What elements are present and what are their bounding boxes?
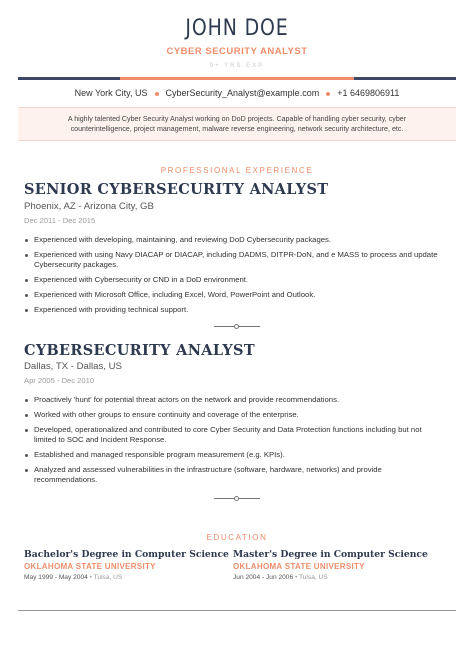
contact-location: New York City, US: [74, 88, 148, 98]
education-entry: [24, 549, 229, 581]
contact-bar: [0, 88, 474, 98]
education-degree: Master's Degree in Computer Science: [233, 549, 428, 560]
section-title-education: EDUCATION: [206, 533, 268, 542]
separator-dot-icon: [326, 92, 330, 96]
job-dates: Dec 2011 - Dec 2015: [24, 216, 96, 225]
list-item: Analyzed and assessed vulnerabilities in the infrastructure (software, hardware, networks) and provide recommendations.: [24, 465, 444, 486]
header-rule-left: [18, 77, 120, 80]
education-dates: May 1999 - May 2004: [24, 574, 88, 581]
footer-rule: [18, 610, 456, 611]
candidate-name: JOHN DOE: [185, 16, 289, 41]
education-meta: May 1999 - May 2004 • Tulsa, US: [24, 574, 123, 581]
job-bullet-list: [24, 235, 444, 320]
job-location: Phoenix, AZ - Arizona City, GB: [24, 201, 154, 212]
education-place: Tulsa, US: [298, 574, 328, 581]
job-title: CYBERSECURITY ANALYST: [24, 342, 255, 359]
education-place: Tulsa, US: [93, 574, 123, 581]
education-school: OKLAHOMA STATE UNIVERSITY: [24, 562, 156, 571]
list-item: Established and managed responsible program measurement (e.g. KPIs).: [24, 450, 444, 460]
education-meta: Jun 2004 - Jun 2006 • Tulsa, US: [233, 574, 328, 581]
job-dates: Apr 2005 - Dec 2010: [24, 376, 95, 385]
list-item: Worked with other groups to ensure continuity and coverage of the enterprise.: [24, 410, 444, 420]
education-degree: Bachelor's Degree in Computer Science: [24, 549, 229, 560]
divider-circle-icon: [234, 496, 239, 501]
summary-box: [18, 107, 456, 141]
divider-ornament: [214, 324, 260, 330]
job-title: SENIOR CYBERSECURITY ANALYST: [24, 181, 329, 198]
summary-text: A highly talented Cyber Security Analyst working on DoD projects. Capable of handling cyber security, cyber counterintelligence, project management, malware reverse engineering, network security architecture, etc.: [67, 115, 407, 133]
section-title-experience: PROFESSIONAL EXPERIENCE: [160, 166, 314, 175]
job-location: Dallas, TX - Dallas, US: [24, 361, 122, 372]
list-item: Proactively 'hunt' for potential threat actors on the network and provide recommendations.: [24, 395, 444, 405]
header-rule-right: [354, 77, 456, 80]
divider-circle-icon: [234, 324, 239, 329]
list-item: Experienced with providing technical support.: [24, 305, 444, 315]
job-bullet-list: [24, 395, 444, 490]
education-school: OKLAHOMA STATE UNIVERSITY: [233, 562, 365, 571]
education-entry: [233, 549, 453, 581]
candidate-role: CYBER SECURITY ANALYST: [166, 46, 308, 57]
header-rule-accent: [120, 77, 354, 80]
list-item: Experienced with Microsoft Office, including Excel, Word, PowerPoint and Outlook.: [24, 290, 444, 300]
experience-years: 9+ YRS EXP: [209, 63, 265, 69]
education-dates: Jun 2004 - Jun 2006: [233, 574, 294, 581]
contact-phone[interactable]: +1 6469806911: [337, 88, 400, 98]
separator-dot-icon: [155, 92, 159, 96]
list-item: Experienced with Cybersecurity or CND in a DoD environment.: [24, 275, 444, 285]
divider-ornament: [214, 496, 260, 502]
contact-email[interactable]: CyberSecurity_Analyst@example.com: [165, 88, 320, 98]
list-item: Developed, operationalized and contributed to core Cyber Security and Data Protection functions including but not limited to SOC and Incident Response.: [24, 425, 444, 446]
list-item: Experienced with using Navy DIACAP or DIACAP, including DADMS, DITPR-DoN, and e MASS to process and update Cybersecurity packages.: [24, 250, 444, 271]
list-item: Experienced with developing, maintaining, and reviewing DoD Cybersecurity packages.: [24, 235, 444, 245]
